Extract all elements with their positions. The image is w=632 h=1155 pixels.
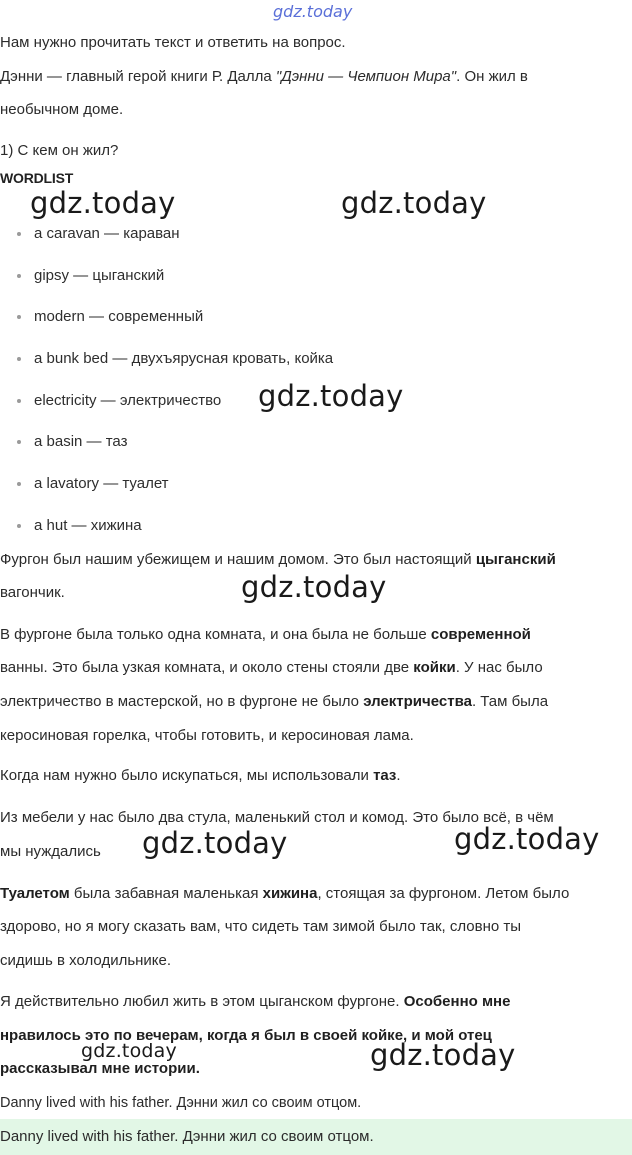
watermark: gdz.today — [258, 379, 404, 413]
list-item — [0, 467, 600, 509]
paragraph-5-line-1: Туалетом была забавная маленькая хижина, стоящая за фургоном. Летом было — [0, 885, 570, 902]
paragraph-4-line-2: мы нуждались — [0, 843, 101, 860]
paragraph-5-line-2: здорово, но я могу сказать вам, что сидеть там зимой было так, словно ты — [0, 918, 522, 935]
paragraph-2-line-3: электричество в мастерской, но в фургоне не было электричества. Там была — [0, 693, 549, 710]
watermark: gdz.today — [454, 822, 600, 856]
paragraph-2-line-4: керосиновая горелка, чтобы готовить, и керосиновая лама. — [0, 727, 414, 744]
bullet-icon — [17, 232, 21, 236]
wordlist-entry: modern — современный — [34, 308, 204, 326]
answer-plain: Danny lived with his father. Дэнни жил со своим отцом. — [0, 1095, 362, 1111]
wordlist-entry: a hut — хижина — [34, 516, 142, 534]
wordlist-entry: electricity — электричество — [34, 391, 222, 409]
watermark-top: gdz.today — [273, 2, 353, 21]
bullet-icon — [17, 399, 21, 403]
watermark: gdz.today — [341, 186, 487, 220]
list-item — [0, 217, 600, 259]
question: 1) С кем он жил? — [0, 142, 119, 159]
watermark: gdz.today — [370, 1038, 516, 1072]
list-item — [0, 425, 600, 467]
bullet-icon — [17, 315, 21, 319]
wordlist-entry: a basin — таз — [34, 433, 128, 451]
paragraph-6-line-3: рассказывал мне истории. — [0, 1060, 200, 1077]
paragraph-4-line-1: Из мебели у нас было два стула, маленький стол и комод. Это было всё, в чём — [0, 809, 554, 826]
wordlist-entry: a lavatory — туалет — [34, 475, 169, 493]
watermark: gdz.today — [81, 1040, 177, 1062]
wordlist-entry: a caravan — караван — [34, 225, 180, 242]
bullet-icon — [17, 274, 21, 278]
bullet-icon — [17, 524, 21, 528]
bullet-icon — [17, 440, 21, 444]
paragraph-1-line-2: вагончик. — [0, 584, 65, 601]
author-line-2: необычном доме. — [0, 101, 124, 118]
list-item — [0, 342, 600, 384]
answer-highlight: Danny lived with his father. Дэнни жил со своим отцом. — [0, 1119, 632, 1155]
list-item — [0, 300, 600, 342]
paragraph-2-line-1: В фургоне была только одна комната, и она была не больше современной — [0, 626, 531, 643]
list-item — [0, 259, 600, 301]
paragraph-5-line-3: сидишь в холодильнике. — [0, 952, 172, 969]
paragraph-6-line-1: Я действительно любил жить в этом цыганском фургоне. Особенно мне — [0, 993, 511, 1010]
paragraph-1-line-1: Фургон был нашим убежищем и нашим домом. Это был настоящий цыганский — [0, 551, 556, 568]
paragraph-3: Когда нам нужно было искупаться, мы использовали таз. — [0, 767, 401, 784]
author-line — [0, 60, 628, 94]
author-suffix: . Он жил в — [456, 68, 528, 85]
wordlist-entry: a bunk bed — двухъярусная кровать, койка — [34, 350, 334, 368]
paragraph-2-line-2: ванны. Это была узкая комната, и около стены стояли две койки. У нас было — [0, 659, 543, 676]
watermark: gdz.today — [241, 570, 387, 604]
wordlist-title: WORDLIST — [0, 170, 74, 186]
paragraph-6-line-2: нравилось это по вечерам, когда я был в своей койке, и мой отец — [0, 1027, 492, 1044]
bullet-icon — [17, 357, 21, 361]
watermark: gdz.today — [30, 186, 176, 220]
author-prefix: Дэнни — главный герой книги Р. Далла — [0, 68, 276, 85]
intro-text: Нам нужно прочитать текст и ответить на вопрос. — [0, 34, 346, 51]
wordlist-entry: gipsy — цыганский — [34, 266, 165, 284]
book-title: "Дэнни — Чемпион Мира" — [275, 68, 457, 85]
watermark: gdz.today — [142, 826, 288, 860]
bullet-icon — [17, 482, 21, 486]
